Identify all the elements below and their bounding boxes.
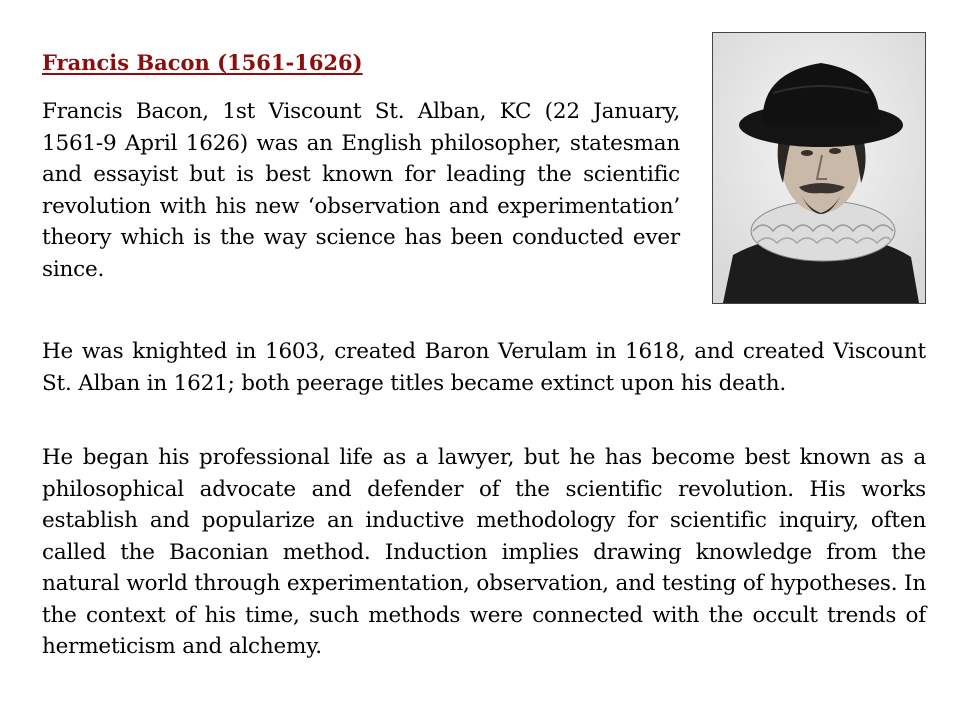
bio-paragraph-intro: Francis Bacon, 1st Viscount St. Alban, KC (22 January, 1561-9 April 1626) was an English philosopher, statesman and essayist but is best known for leading the scientific revolution with his new ‘observation and experimentation’ theory which is the way science has been conducted ever since. (42, 99, 680, 282)
page-title: Francis Bacon (1561-1626) (42, 50, 363, 75)
portrait-image (712, 32, 926, 304)
bio-paragraph-career: He began his professional life as a lawyer, but he has become best known as a philosophical advocate and defender of the scientific revolution. His works establish and popularize an inductive methodology for scientific inquiry, often called the Baconian method. Induction implies drawing knowledge from the natural world through experimentation, observation, and testing of hypotheses. In the context of his time, such methods were connected with the occult trends of hermeticism and alchemy. (42, 445, 926, 659)
bio-paragraph-titles: He was knighted in 1603, created Baron Verulam in 1618, and created Viscount St. Alban in 1621; both peerage titles became extinct upon his death. (42, 339, 926, 396)
